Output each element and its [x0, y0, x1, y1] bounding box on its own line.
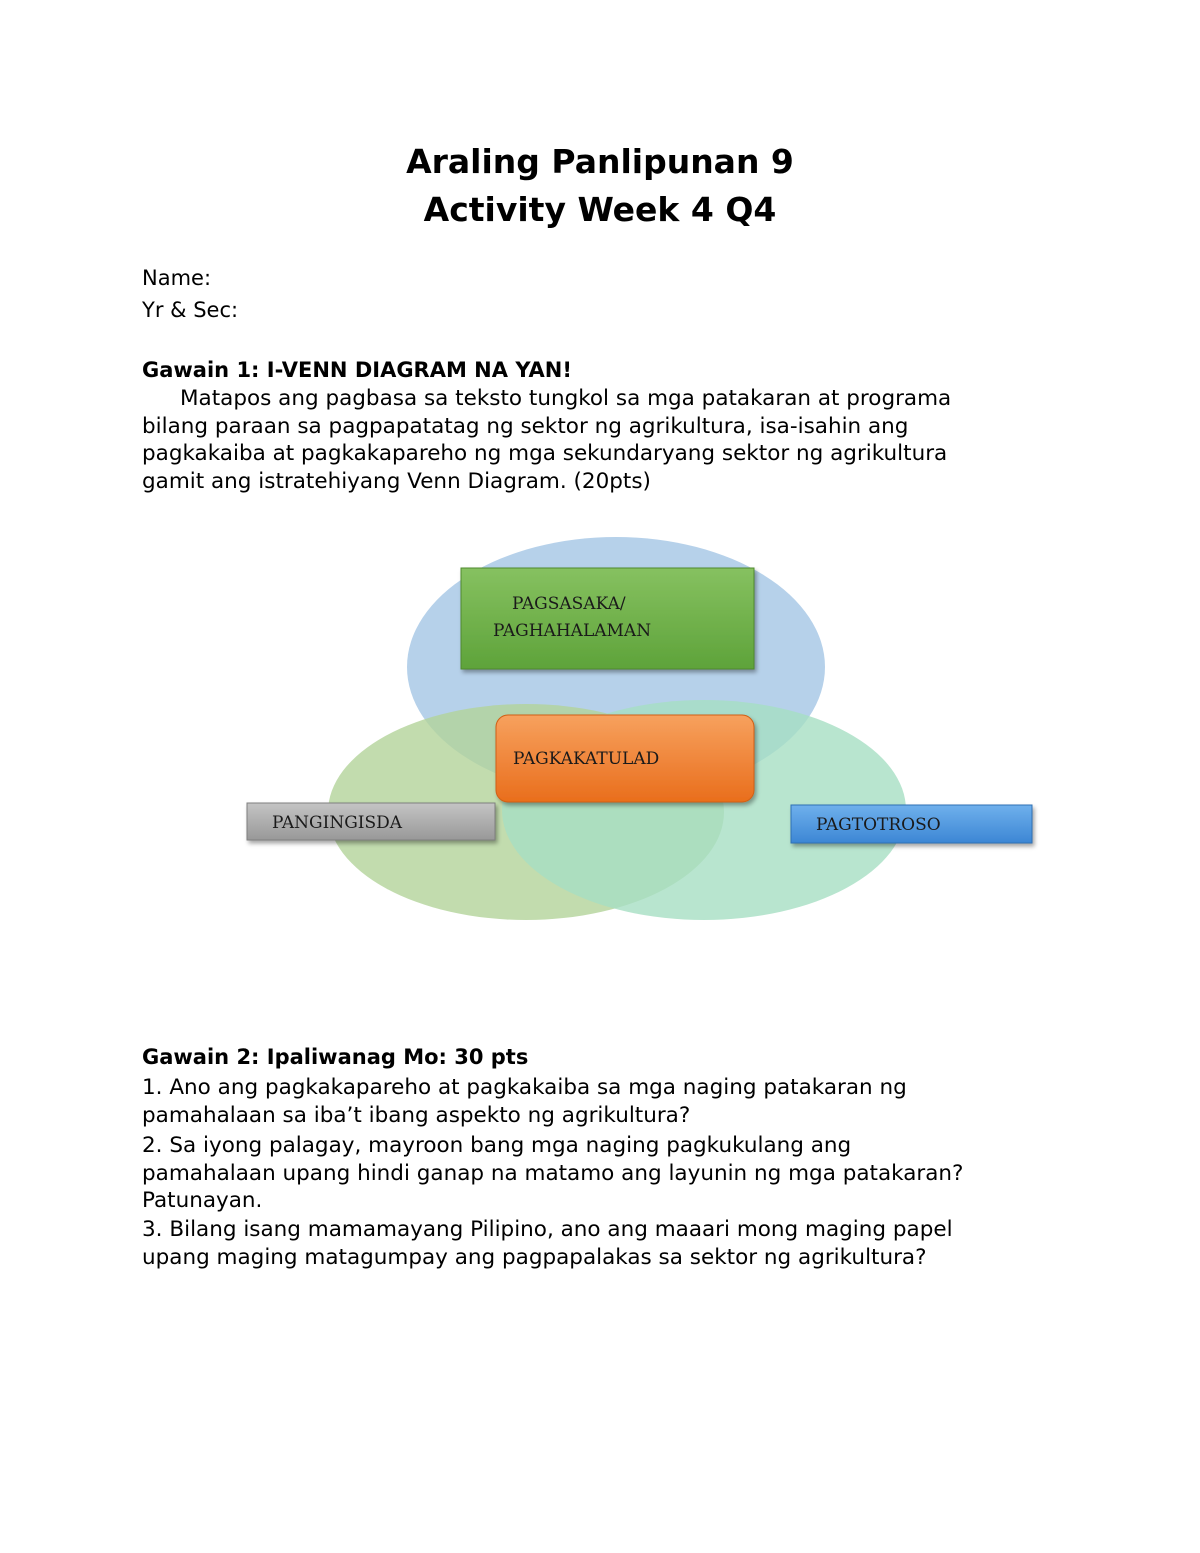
question-2-line-3: Patunayan. — [142, 1188, 263, 1213]
center-box-label: PAGKAKATULAD — [513, 749, 660, 769]
top-box-label-1: PAGSASAKA/ — [512, 594, 626, 614]
question-1-line-1: 1. Ano ang pagkakapareho at pagkakaiba sa mga naging patakaran ng — [142, 1075, 907, 1100]
title-line-1: Araling Panlipunan 9 — [406, 142, 794, 181]
gawain2-heading: Gawain 2: Ipaliwanag Mo: 30 pts — [142, 1045, 529, 1069]
top-box — [461, 568, 754, 669]
right-box-label: PAGTOTROSO — [816, 815, 941, 835]
gawain1-line-4: gamit ang istratehiyang Venn Diagram. (20pts) — [142, 468, 651, 494]
gawain1-line-3: pagkakaiba at pagkakapareho ng mga sekundaryang sektor ng agrikultura — [142, 441, 948, 466]
question-2-line-1: 2. Sa iyong palagay, mayroon bang mga naging pagkukulang ang — [142, 1133, 852, 1158]
gawain1-heading: Gawain 1: I-VENN DIAGRAM NA YAN! — [142, 358, 572, 382]
page-title — [0, 138, 1200, 234]
question-1 — [142, 1074, 1062, 1129]
venn-diagram — [230, 530, 1060, 930]
left-box-label: PANGINGISDA — [272, 813, 403, 833]
question-2 — [142, 1132, 1062, 1215]
gawain1-line-2: bilang paraan sa pagpapatatag ng sektor ng agrikultura, isa-isahin ang — [142, 413, 909, 439]
title-line-2: Activity Week 4 Q4 — [423, 190, 777, 229]
question-3-line-1: 3. Bilang isang mamamayang Pilipino, ano ang maaari mong maging papel — [142, 1217, 953, 1242]
name-label: Name: — [142, 266, 212, 290]
section-label: Yr & Sec: — [142, 298, 239, 322]
top-box-label-2: PAGHAHALAMAN — [493, 621, 652, 641]
gawain1-instructions — [142, 385, 1062, 495]
question-2-line-2: pamahalaan upang hindi ganap na matamo ang layunin ng mga patakaran? — [142, 1160, 964, 1186]
question-3 — [142, 1216, 1062, 1271]
question-1-line-2: pamahalaan sa iba’t ibang aspekto ng agrikultura? — [142, 1102, 691, 1128]
gawain1-line-1: Matapos ang pagbasa sa teksto tungkol sa mga patakaran at programa — [180, 386, 952, 411]
question-3-line-2: upang maging matagumpay ang pagpapalakas sa sektor ng agrikultura? — [142, 1244, 927, 1270]
